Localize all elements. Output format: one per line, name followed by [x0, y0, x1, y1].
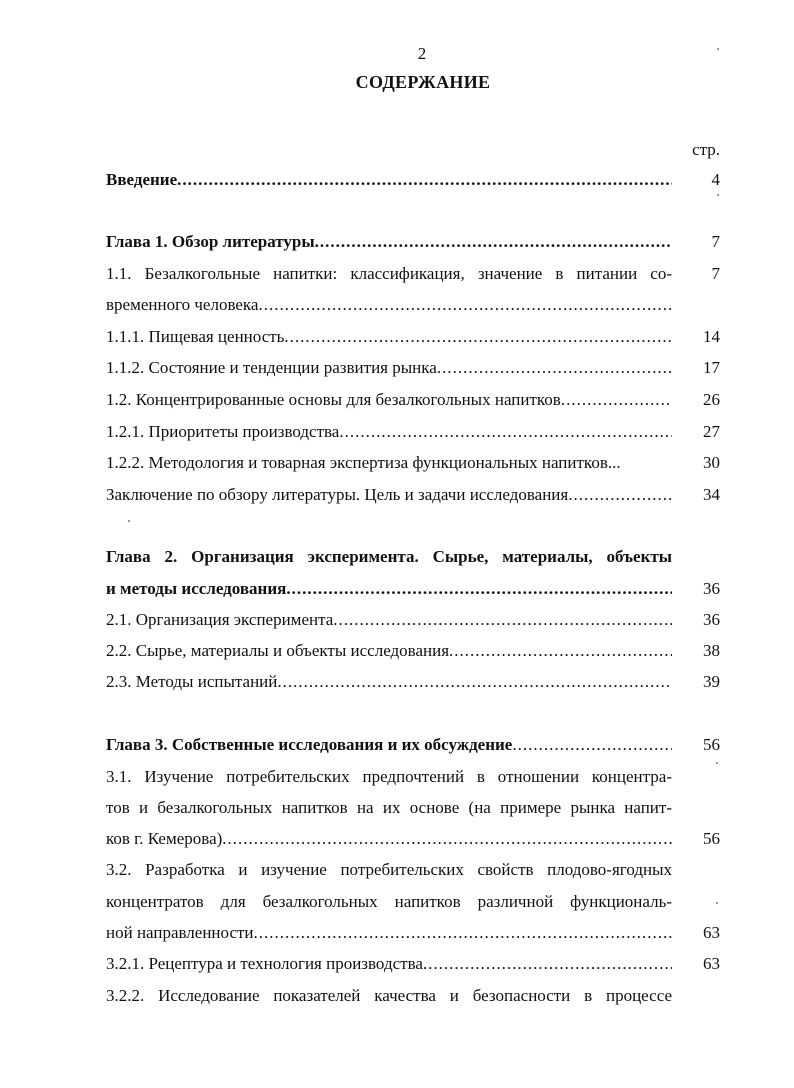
toc-entry-2-3: [106, 670, 672, 694]
toc-entry-label: временного человека: [106, 295, 259, 314]
toc-entry-label: 1.2. Концентрированные основы для безалкогольных напитков: [106, 390, 561, 409]
toc-entry-3-2-line2: концентратов для безалкогольных напитков различной функциональ-: [106, 892, 672, 911]
toc-page-number: 26: [703, 390, 720, 409]
toc-page-number: 17: [703, 358, 720, 377]
leader-dots: [561, 388, 672, 412]
toc-entry-conclusion: [106, 483, 672, 507]
leader-dots: [284, 325, 672, 349]
toc-entry-3-2-line1: 3.2. Разработка и изучение потребительских свойств плодово-ягодных: [106, 860, 672, 879]
toc-entry-chapter-1: [106, 230, 672, 254]
toc-entry-3-1-line3: [106, 827, 672, 851]
toc-entry-3-2-line3: [106, 921, 672, 945]
toc-entry-label: Глава 3. Собственные исследования и их обсуждение: [106, 735, 513, 754]
toc-entry-1-1-line2: [106, 293, 672, 317]
scan-speck: [128, 520, 130, 522]
leader-dots: [258, 293, 672, 317]
toc-entry-chapter-2-line2: [106, 577, 672, 601]
toc-page-number: 7: [711, 264, 720, 283]
toc-entry-label: 2.1. Организация эксперимента: [106, 610, 334, 629]
leader-dots: [333, 608, 672, 632]
toc-entry-label: ков г. Кемерова): [106, 829, 223, 848]
toc-entry-3-2-1: [106, 952, 672, 976]
page-number: 2: [417, 44, 427, 63]
toc-page-number: 63: [703, 954, 720, 973]
toc-entry-label: 1.1.2. Состояние и тенденции развития рынка: [106, 358, 437, 377]
scan-speck: [716, 902, 718, 904]
leader-dots: [222, 827, 672, 851]
scan-speck: [716, 762, 718, 764]
leader-dots: [277, 670, 672, 694]
toc-page-number: 14: [703, 327, 720, 346]
toc-entry-1-1-2: [106, 356, 672, 380]
toc-entry-label: Введение: [106, 170, 178, 189]
leader-dots: [568, 483, 672, 507]
toc-entry-label: 1.2.1. Приоритеты производства: [106, 422, 340, 441]
toc-entry-label: ной направленности: [106, 923, 254, 942]
toc-entry-2-1: [106, 608, 672, 632]
toc-entry-2-2: [106, 639, 672, 663]
toc-entry-label: Заключение по обзору литературы. Цель и задачи исследования: [106, 485, 569, 504]
page-column-header: стр.: [692, 140, 720, 159]
leader-dots: [286, 577, 672, 601]
toc-entry-chapter-3: [106, 733, 672, 757]
toc-page-number: 39: [703, 672, 720, 691]
toc-page-number: 56: [703, 735, 720, 754]
toc-entry-label: Глава 1. Обзор литературы: [106, 232, 315, 251]
toc-entry-1-1-1: [106, 325, 672, 349]
leader-dots: [339, 420, 672, 444]
toc-page-number: 34: [703, 485, 720, 504]
toc-entry-introduction: [106, 168, 672, 192]
leader-dots: [177, 168, 672, 192]
toc-page-number: 27: [703, 422, 720, 441]
toc-page-number: 4: [711, 170, 720, 189]
leader-dots: [315, 230, 672, 254]
leader-dots: [449, 639, 672, 663]
toc-entry-label: 2.2. Сырье, материалы и объекты исследования: [106, 641, 450, 660]
toc-page-number: 30: [703, 453, 720, 472]
toc-entry-3-2-2-line1: 3.2.2. Исследование показателей качества и безопасности в процессе: [106, 986, 672, 1005]
toc-page-number: 36: [703, 579, 720, 598]
toc-page-number: 36: [703, 610, 720, 629]
scan-speck: [717, 194, 719, 196]
toc-entry-label: 2.3. Методы испытаний: [106, 672, 278, 691]
leader-dots: [437, 356, 672, 380]
toc-entry-1-2-2: [106, 451, 672, 475]
leader-dots: [423, 952, 672, 976]
toc-entry-chapter-2-line1: Глава 2. Организация эксперимента. Сырье, материалы, объекты: [106, 547, 672, 566]
leader-dots: [512, 733, 672, 757]
toc-entry-label: 3.2.1. Рецептура и технология производства: [106, 954, 423, 973]
toc-page-number: 63: [703, 923, 720, 942]
toc-page-number: 56: [703, 829, 720, 848]
toc-entry-1-1-line1: 1.1. Безалкогольные напитки: классификация, значение в питании со-: [106, 264, 672, 283]
page-title: СОДЕРЖАНИЕ: [355, 72, 491, 92]
toc-entry-3-1-line1: 3.1. Изучение потребительских предпочтений в отношении концентра-: [106, 767, 672, 786]
toc-entry-label: и методы исследования: [106, 579, 287, 598]
toc-entry-label: 1.1.1. Пищевая ценность: [106, 327, 285, 346]
toc-entry-1-2: [106, 388, 672, 412]
toc-page-number: 38: [703, 641, 720, 660]
toc-entry-3-1-line2: тов и безалкогольных напитков на их основе (на примере рынка напит-: [106, 798, 672, 817]
leader-dots: [254, 921, 672, 945]
toc-entry-1-2-1: [106, 420, 672, 444]
scan-speck: [717, 48, 719, 50]
toc-page-number: 7: [711, 232, 720, 251]
toc-entry-label: 1.2.2. Методология и товарная экспертиза функциональных напитков...: [106, 453, 621, 472]
